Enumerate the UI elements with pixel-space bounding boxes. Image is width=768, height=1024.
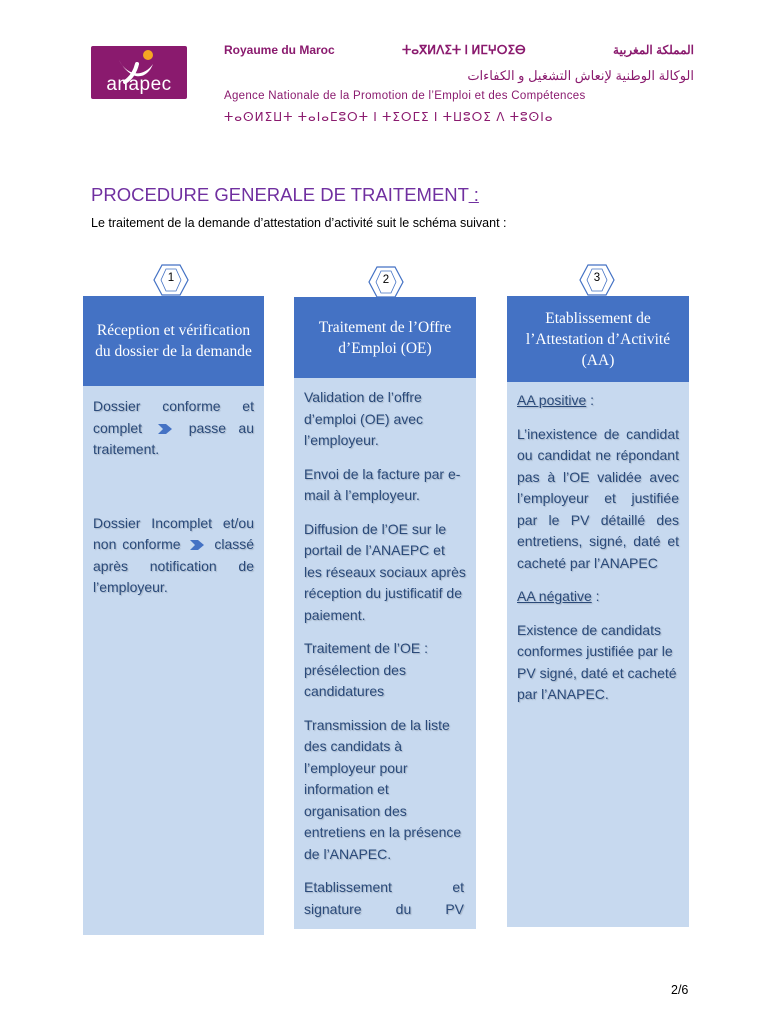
step-badge-1 [152,263,190,297]
step-number: 3 [593,272,601,284]
step-badge-2 [367,265,405,299]
label-text: AA négative [517,588,592,604]
step-number: 1 [167,272,175,284]
intro-text: Le traitement de la demande d’attestation d’activité suit le schéma suivant : [91,216,507,230]
title-text: PROCEDURE GENERALE DE TRAITEMENT [91,184,469,205]
page-number: 2/6 [671,983,689,997]
aa-negative-label [517,586,679,608]
kingdom-tifinagh: ⵜⴰⴳⵍⴷⵉⵜ ⵏ ⵍⵎⵖⵔⵉⴱ [402,43,526,57]
header-line1 [224,43,694,59]
chevron-right-icon [190,540,204,550]
aa-positive-label [517,390,679,412]
aa-negative-text: Existence de candidats conformes justifiée par le PV signé, daté et cacheté par l’ANAPEC. [517,621,677,702]
anapec-logo [91,46,187,99]
column-body [517,390,679,718]
column-reception [83,296,264,935]
kingdom-ar: المملكة المغربية [613,43,694,57]
list-item: Diffusion de l’OE sur le portail de l’ANAEPC et les réseaux sociaux après réception du justificatif de paiement. [304,520,466,623]
aa-positive-text: L’inexistence de candidat ou candidat ne répondant pas à l’OE validée avec l’employeur et justifiée par le PV détaillé des entretiens, signé, daté et cacheté par l’ANAPEC [517,425,679,571]
kingdom-fr: Royaume du Maroc [224,43,335,57]
column-heading: Traitement de l’Offre d’Emploi (OE) [294,297,476,378]
item-text: passe au traitement. [93,419,254,457]
step-number: 2 [382,274,390,286]
column-attestation [507,296,689,927]
item-text: classé après notification de l’employeur. [93,536,255,595]
list-item: Traitement de l’OE : présélection des candidatures [304,640,428,699]
chevron-right-icon [158,424,172,434]
step-badge-3 [578,263,616,297]
item-complete [93,396,254,461]
item-text: Dossier Incomplet et/ou non conforme [93,514,254,552]
item-text: Dossier conforme et complet [93,398,254,436]
logo-text: anapec [106,74,172,95]
list-item: Transmission de la liste des candidats à l’employeur pour information et organisation des entretiens en la présence de l’ANAPEC. [304,716,462,862]
item-incomplete [93,513,254,599]
agency-name-tifinagh: ⵜⴰⵙⵍⵉⵡⵜ ⵜⴰⵏⴰⵎⵓⵔⵜ ⵏ ⵜⵉⵔⵎⵉ ⵏ ⵜⵡⵓⵔⵉ ⴷ ⵜⵓⵙⵏⴰ [224,110,554,124]
label-text: AA positive [517,392,587,408]
column-body [304,387,466,932]
list-item: Validation de l’offre d’emploi (OE) avec l’employeur. [304,389,424,448]
agency-name-fr: Agence Nationale de la Promotion de l’Emploi et des Compétences [224,90,586,102]
column-body [93,396,254,611]
label-suffix: : [591,588,600,604]
column-heading: Réception et vérification du dossier de la demande [83,296,264,386]
page-title [91,184,479,206]
list-item: Envoi de la facture par e-mail à l’employeur. [304,465,461,503]
agency-name-ar: الوكالة الوطنية لإنعاش التشغيل و الكفاءات [467,68,694,83]
column-traitement [294,297,476,929]
title-colon: : [468,184,479,205]
label-suffix: : [586,392,595,408]
list-item: Etablissement et signature du PV [304,879,464,917]
column-heading: Etablissement de l’Attestation d’Activité (AA) [507,296,689,382]
